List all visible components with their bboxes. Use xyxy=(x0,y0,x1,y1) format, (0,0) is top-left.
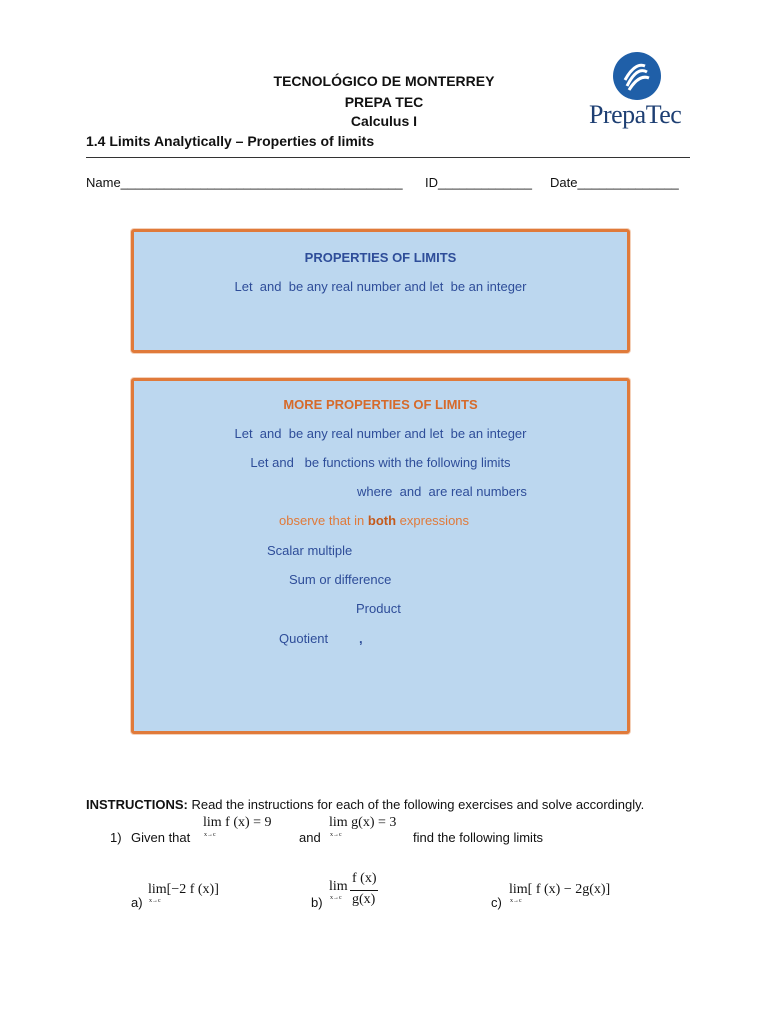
more-properties-line1: Let and be any real number and let be an integer xyxy=(234,426,527,441)
lim-g-expression: lim g(x) = 3 xyxy=(329,815,397,830)
scalar-multiple-label: Scalar multiple xyxy=(267,543,353,558)
part-a-under: x→c xyxy=(149,898,161,904)
section-title: 1.4 Limits Analytically – Properties of limits xyxy=(86,133,375,149)
more-properties-title: MORE PROPERTIES OF LIMITS xyxy=(283,397,478,412)
fraction-bar xyxy=(350,890,378,891)
part-b-numerator: f (x) xyxy=(352,871,377,886)
item1-number: 1) xyxy=(110,830,122,845)
torch-icon xyxy=(613,52,661,100)
part-c-expression: lim[ f (x) − 2g(x)] xyxy=(509,882,611,897)
properties-box xyxy=(131,229,630,353)
name-field[interactable]: Name_______________________________________ xyxy=(86,175,403,190)
prepatec-logo xyxy=(583,52,693,132)
product-label: Product xyxy=(356,601,401,616)
lim-f-under: x→c xyxy=(204,832,216,838)
course-name: Calculus I xyxy=(350,113,418,129)
part-a-label: a) xyxy=(131,895,143,910)
sum-difference-label: Sum or difference xyxy=(289,572,392,587)
part-b-label: b) xyxy=(311,895,323,910)
observe-note xyxy=(279,513,469,528)
instructions-label: INSTRUCTIONS: xyxy=(86,797,188,812)
observe-bold: both xyxy=(367,513,397,528)
more-properties-line2: Let and be functions with the following limits xyxy=(250,455,511,470)
properties-title: PROPERTIES OF LIMITS xyxy=(304,250,457,265)
more-properties-line3: where and are real numbers xyxy=(357,484,527,499)
part-c-label: c) xyxy=(491,895,502,910)
date-field[interactable]: Date______________ xyxy=(550,175,679,190)
header-divider xyxy=(86,157,690,158)
lim-g-under: x→c xyxy=(330,832,342,838)
part-b-under: x→c xyxy=(330,895,342,901)
more-properties-box xyxy=(131,378,630,734)
part-a-expression: lim[−2 f (x)] xyxy=(148,882,219,897)
find-text: find the following limits xyxy=(413,830,544,845)
properties-line: Let and be any real number and let be an integer xyxy=(234,279,527,294)
observe-pre: observe that in xyxy=(279,513,368,528)
part-c-under: x→c xyxy=(510,898,522,904)
part-b-denominator: g(x) xyxy=(352,892,376,907)
lim-f-expression: lim f (x) = 9 xyxy=(203,815,272,830)
quotient-comma: , xyxy=(359,631,363,646)
observe-post: expressions xyxy=(396,513,470,528)
part-b-lim: lim xyxy=(329,879,348,894)
and-text: and xyxy=(299,830,321,845)
school-name: PREPA TEC xyxy=(344,94,424,110)
given-text: Given that xyxy=(131,830,191,845)
instructions xyxy=(86,797,644,812)
id-field[interactable]: ID_____________ xyxy=(425,175,532,190)
instructions-text: Read the instructions for each of the following exercises and solve accordingly. xyxy=(187,797,645,812)
institution-name: TECNOLÓGICO DE MONTERREY xyxy=(273,73,495,89)
logo-text: PrepaTec xyxy=(589,100,682,129)
quotient-label: Quotient xyxy=(279,631,329,646)
